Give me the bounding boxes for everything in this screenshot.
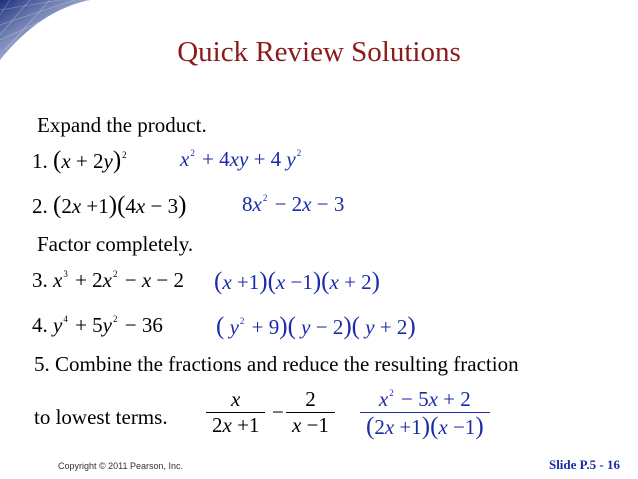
minus-sign: −	[272, 400, 284, 424]
expand-heading: Expand the product.	[37, 113, 207, 137]
answer-5: $\frac{x^2 - 5x + 2}{(2x +1)(x -1)}$	[360, 387, 490, 441]
slide-number: Slide P.5 - 16	[548, 457, 620, 472]
problem-2: 2. (2x +1)(4x − 3)	[32, 192, 187, 219]
problem-5	[34, 352, 519, 377]
factor-heading: Factor completely.	[37, 232, 194, 256]
copyright-notice: Copyright © 2011 Pearson, Inc.	[58, 461, 184, 471]
problem-3: 3. $x^3 + 2x^2 - x - 2$	[32, 268, 185, 292]
problem-1: 1. $(x + 2y)^2$	[32, 147, 127, 174]
fraction-2-over-x-minus-1: $\frac{2}{x -1}$	[286, 387, 335, 438]
problem-5-text: Combine the fractions and reduce the resulting fraction	[55, 352, 519, 376]
problem-4: 4. $y^4 + 5y^2 - 36$	[32, 313, 163, 337]
problem-5-text-2: to lowest terms.	[34, 405, 168, 429]
answer-2: $8x^2 - 2x - 3$	[242, 192, 345, 216]
problem-5-label: 5.	[34, 352, 50, 376]
answer-3: (x +1)(x −1)(x + 2)	[214, 268, 380, 295]
fraction-x-over-2x-plus-1: $\frac{x}{2x +1}$	[206, 387, 265, 438]
problem-4-label: 4.	[32, 313, 48, 337]
problem-2-label: 2.	[32, 194, 48, 218]
slide-title: Quick Review Solutions	[177, 36, 461, 68]
answer-4: ( $y^2 + 9$)( y − 2)( y + 2)	[216, 313, 416, 340]
problem-1-label: 1.	[32, 149, 48, 173]
answer-1: $x^2 + 4xy + 4$ $y^2$	[180, 147, 302, 171]
problem-3-label: 3.	[32, 268, 48, 292]
